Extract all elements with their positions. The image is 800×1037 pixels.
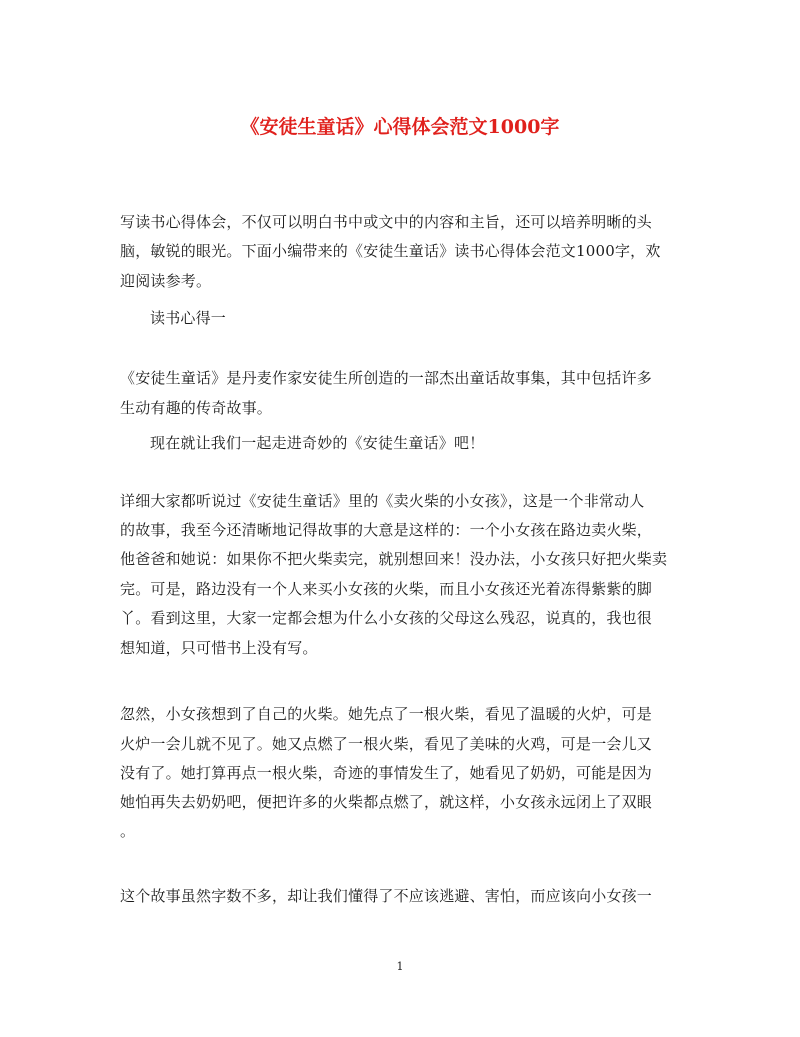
page-number: 1: [396, 960, 404, 973]
paragraph3-line-5: 丫。看到这里，大家一定都会想为什么小女孩的父母这么残忍，说真的，我也很: [120, 609, 653, 627]
intro-line-2: 脑，敏锐的眼光。下面小编带来的《安徒生童话》读书心得体会范文1000字，欢: [120, 242, 661, 260]
paragraph4-line-3: 没有了。她打算再点一根火柴，奇迹的事情发生了，她看见了奶奶，可能是因为: [120, 764, 653, 782]
paragraph3-line-4: 完。可是，路边没有一个人来买小女孩的火柴，而且小女孩还光着冻得紫紫的脚: [120, 580, 653, 598]
paragraph5-line-1: 这个故事虽然字数不多，却让我们懂得了不应该逃避、害怕，而应该向小女孩一: [120, 887, 653, 905]
intro-line-1: 写读书心得体会，不仅可以明白书中或文中的内容和主旨，还可以培养明晰的头: [120, 213, 653, 231]
paragraph3-line-6: 想知道，只可惜书上没有写。: [120, 639, 318, 657]
paragraph4-line-1: 忽然，小女孩想到了自己的火柴。她先点了一根火柴，看见了温暖的火炉，可是: [120, 705, 653, 723]
paragraph4-line-5: 。: [120, 822, 136, 840]
paragraph1-line-1: 《安徒生童话》是丹麦作家安徒生所创造的一部杰出童话故事集，其中包括许多: [120, 369, 653, 387]
intro-line-3: 迎阅读参考。: [120, 272, 212, 290]
paragraph4-line-4: 她怕再失去奶奶吧，便把许多的火柴都点燃了，就这样，小女孩永远闭上了双眼: [120, 793, 653, 811]
paragraph3-line-3: 他爸爸和她说：如果你不把火柴卖完，就别想回来！没办法，小女孩只好把火柴卖: [120, 550, 668, 568]
paragraph3-line-2: 的故事，我至今还清晰地记得故事的大意是这样的：一个小女孩在路边卖火柴，: [120, 521, 653, 539]
paragraph1-line-2: 生动有趣的传奇故事。: [120, 399, 273, 417]
document-title: 《安徒生童话》心得体会范文1000字: [240, 116, 560, 138]
paragraph4-line-2: 火炉一会儿就不见了。她又点燃了一根火柴，看见了美味的火鸡，可是一会儿又: [120, 735, 653, 753]
section-heading: 读书心得一: [150, 309, 227, 327]
paragraph2-line: 现在就让我们一起走进奇妙的《安徒生童话》吧！: [150, 434, 485, 452]
paragraph3-line-1: 详细大家都听说过《安徒生童话》里的《卖火柴的小女孩》，这是一个非常动人: [120, 492, 645, 510]
